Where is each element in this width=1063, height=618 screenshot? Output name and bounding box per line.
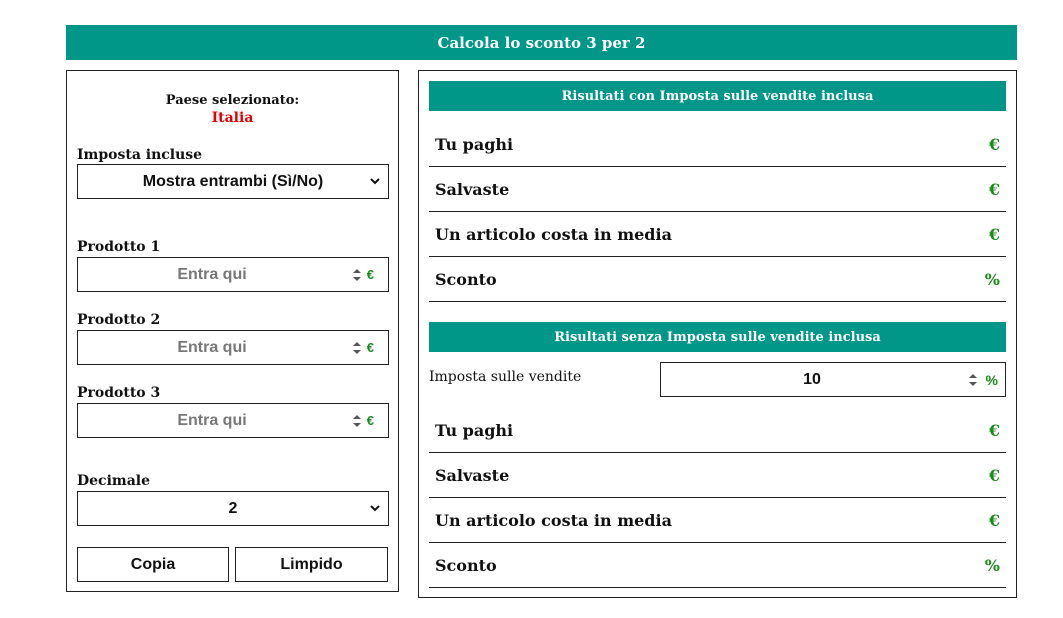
without-tax-header: Risultati senza Imposta sulle vendite inclusa bbox=[429, 322, 1006, 352]
sales-tax-label: Imposta sulle vendite bbox=[429, 369, 582, 385]
product-1-input[interactable] bbox=[77, 257, 389, 292]
spinner-icon[interactable] bbox=[967, 371, 979, 389]
product-1-label: Prodotto 1 bbox=[77, 239, 161, 255]
row-unit: % bbox=[984, 270, 1000, 289]
row-label: Sconto bbox=[435, 270, 497, 289]
without-tax-row-you-pay bbox=[429, 408, 1006, 453]
decimal-select-value: 2 bbox=[228, 499, 238, 517]
with-tax-row-saved bbox=[429, 167, 1006, 212]
row-label: Tu paghi bbox=[435, 421, 514, 440]
spinner-icon[interactable] bbox=[351, 339, 363, 357]
row-label: Un articolo costa in media bbox=[435, 225, 672, 244]
row-label: Sconto bbox=[435, 556, 497, 575]
page-title: Calcola lo sconto 3 per 2 bbox=[66, 25, 1017, 60]
sales-tax-value: 10 bbox=[803, 370, 821, 388]
row-label: Tu paghi bbox=[435, 135, 514, 154]
with-tax-row-discount bbox=[429, 257, 1006, 302]
product-2-placeholder: Entra qui bbox=[177, 338, 247, 356]
row-unit: € bbox=[988, 466, 1000, 485]
euro-unit: € bbox=[366, 340, 374, 355]
with-tax-row-you-pay bbox=[429, 122, 1006, 167]
product-3-input[interactable] bbox=[77, 403, 389, 438]
product-1-placeholder: Entra qui bbox=[177, 265, 247, 283]
row-unit: € bbox=[988, 225, 1000, 244]
country-label: Paese selezionato: bbox=[165, 93, 300, 108]
tax-included-select[interactable] bbox=[77, 164, 389, 199]
tax-included-label: Imposta incluse bbox=[77, 147, 203, 163]
product-2-input[interactable] bbox=[77, 330, 389, 365]
euro-unit: € bbox=[366, 267, 374, 282]
without-tax-row-discount bbox=[429, 543, 1006, 588]
country-value[interactable]: Italia bbox=[211, 110, 254, 126]
with-tax-header: Risultati con Imposta sulle vendite inclusa bbox=[429, 81, 1006, 111]
with-tax-row-average bbox=[429, 212, 1006, 257]
row-unit: € bbox=[988, 180, 1000, 199]
chevron-down-icon bbox=[368, 174, 382, 188]
spinner-icon[interactable] bbox=[351, 412, 363, 430]
spinner-icon[interactable] bbox=[351, 266, 363, 284]
row-unit: € bbox=[988, 421, 1000, 440]
row-label: Salvaste bbox=[435, 180, 510, 199]
row-unit: % bbox=[984, 556, 1000, 575]
chevron-down-icon bbox=[368, 501, 382, 515]
product-3-placeholder: Entra qui bbox=[177, 411, 247, 429]
copy-button[interactable]: Copia bbox=[77, 547, 229, 582]
clear-button[interactable]: Limpido bbox=[235, 547, 388, 582]
row-label: Un articolo costa in media bbox=[435, 511, 672, 530]
decimal-label: Decimale bbox=[77, 473, 151, 489]
tax-included-select-value: Mostra entrambi (Sì/No) bbox=[142, 172, 324, 190]
row-label: Salvaste bbox=[435, 466, 510, 485]
percent-unit: % bbox=[985, 371, 998, 388]
euro-unit: € bbox=[366, 413, 374, 428]
without-tax-row-average bbox=[429, 498, 1006, 543]
product-3-label: Prodotto 3 bbox=[77, 385, 161, 401]
sales-tax-input[interactable] bbox=[660, 362, 1006, 397]
row-unit: € bbox=[988, 511, 1000, 530]
input-panel bbox=[66, 70, 399, 592]
decimal-select[interactable] bbox=[77, 491, 389, 526]
row-unit: € bbox=[988, 135, 1000, 154]
product-2-label: Prodotto 2 bbox=[77, 312, 161, 328]
without-tax-row-saved bbox=[429, 453, 1006, 498]
results-panel bbox=[418, 70, 1017, 598]
